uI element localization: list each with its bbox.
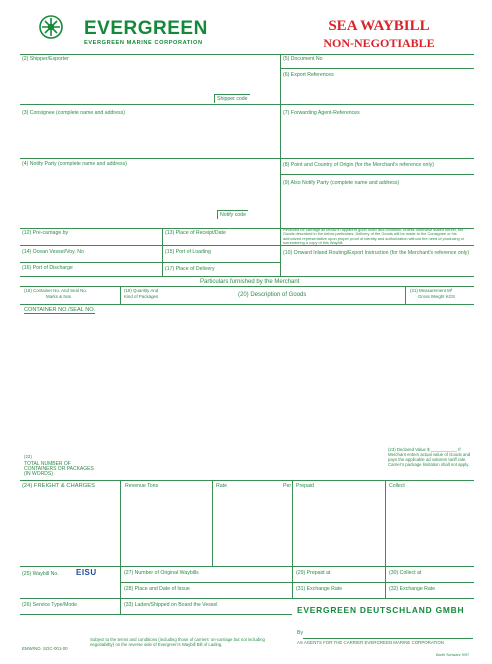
declared-value-text: (23) Declared Value $ ___________ If Merchant enters actual value of Goods and pays the applicable ad valorem tariff rate, Carrier's package limitation shall not apply. — [388, 447, 471, 467]
notify-party-label: (4) Notify Party (complete name and address) — [22, 161, 127, 167]
place-receipt-label: (13) Place of Receipt/Date — [165, 230, 226, 236]
kind-packages-label: Kind of Packages — [124, 294, 159, 299]
collect-label: Collect — [389, 483, 405, 489]
logo-subtitle: EVERGREEN MARINE CORPORATION — [84, 40, 203, 46]
total-packages-num: (22) — [24, 454, 32, 459]
gross-weight-label: Gross Weight KGS — [418, 294, 456, 299]
waybill-no-value: EISU — [76, 568, 97, 577]
footer-form-code: EMW/NO. SOC-001-00 — [22, 646, 68, 651]
evergreen-logo-emblem — [38, 14, 64, 40]
rate-label: Rate — [216, 483, 227, 489]
company-name: EVERGREEN DEUTSCHLAND GMBH — [297, 605, 465, 615]
onward-routing-label: (10) Onward Inland Routing/Export Instruction (for the Merchant's reference only) — [283, 250, 470, 256]
service-type-label: (26) Service Type/Mode — [22, 602, 77, 608]
particulars-label: Particulars furnished by the Merchant — [200, 279, 300, 285]
document-no-label: (5) Document No — [283, 56, 323, 62]
ocean-vessel-label: (14) Ocean Vessel/Voy. No — [22, 249, 84, 255]
place-date-issue-label: (28) Place and Date of Issue — [124, 586, 190, 592]
point-origin-label: (8) Point and Country of Origin (for the Merchant's reference only) — [283, 162, 434, 168]
footer-printer-code: Barth Schwarz 9/97 — [436, 653, 470, 657]
total-packages-line1: TOTAL NUMBER OF — [24, 461, 71, 467]
laden-label: (33) Laden/Shipped on Board the Vessel — [124, 602, 218, 608]
forwarding-agent-label: (7) Forwarding Agent-References — [283, 110, 360, 116]
collect-at-label: (30) Collect at — [389, 570, 422, 576]
subject-terms-text: Subject to the terms and conditions (including those of carriers' on-carriage but not including negotiability) on the reverse side of Evergreen's Waybill Bill of Lading. — [90, 637, 265, 647]
notify-code-label: Notify code — [217, 210, 248, 219]
total-packages-line2: CONTAINERS OR PACKAGES — [24, 466, 94, 472]
port-loading-label: (15) Port of Loading — [165, 249, 211, 255]
by-label: By — [297, 630, 304, 636]
container-no-label: (18) Container No. And Seal No. — [24, 288, 87, 293]
total-packages-line3: (IN WORDS) — [24, 471, 53, 477]
port-discharge-label: (16) Port of Discharge — [22, 265, 73, 271]
measurement-label: (21) Measurement M³ — [410, 288, 453, 293]
consignee-label: (3) Consignee (complete name and address) — [22, 110, 125, 116]
quantity-label: (19) Quantity And — [124, 288, 159, 293]
doc-subtitle: NON-NEGOTIABLE — [323, 36, 435, 50]
waybill-no-label: (25) Waybill No. — [22, 571, 59, 577]
container-seal-header: CONTAINER NO./SEAL NO. — [24, 307, 96, 313]
per-label: Per — [283, 483, 292, 489]
original-waybills-label: (27) Number of Original Waybills — [124, 570, 199, 576]
logo-wordmark: EVERGREEN — [84, 18, 208, 39]
place-delivery-label: (17) Place of Delivery — [165, 266, 215, 272]
exchange-rate-right-label: (32) Exchange Rate — [389, 586, 436, 592]
agent-text: AS AGENTS FOR THE CARRIER EVERGREEN MARINE CORPORATION — [297, 640, 444, 645]
prepaid-at-label: (29) Prepaid at — [296, 570, 331, 576]
also-notify-label: (9) Also Notify Party (complete name and address) — [283, 180, 400, 186]
revenue-tons-label: Revenue Tons — [125, 483, 159, 489]
doc-title: SEA WAYBILL — [328, 18, 430, 34]
precarriage-label: (12) Pre-carriage by — [22, 230, 69, 236]
export-references-label: (6) Export References — [283, 72, 334, 78]
shipper-label: (2) Shipper/Exporter — [22, 56, 69, 62]
freight-charges-label: (24) FREIGHT & CHARGES — [22, 483, 96, 489]
shipper-code-label: Shipper code — [214, 94, 250, 103]
received-text: Received for carriage as below in apparent good order and condition, unless otherwise stated herein, the Goods described in the below particulars. Delivery of the Goods will be made to the Consignee or his authorized representative upon proper proof of identity and authorization without the need of producing or surrendering a copy of this Waybill. — [283, 227, 465, 245]
prepaid-label: Prepaid — [296, 483, 314, 489]
marks-label: Marks & Nos — [46, 294, 72, 299]
exchange-rate-left-label: (31) Exchange Rate — [296, 586, 343, 592]
description-label: (20) Description of Goods — [238, 292, 307, 298]
